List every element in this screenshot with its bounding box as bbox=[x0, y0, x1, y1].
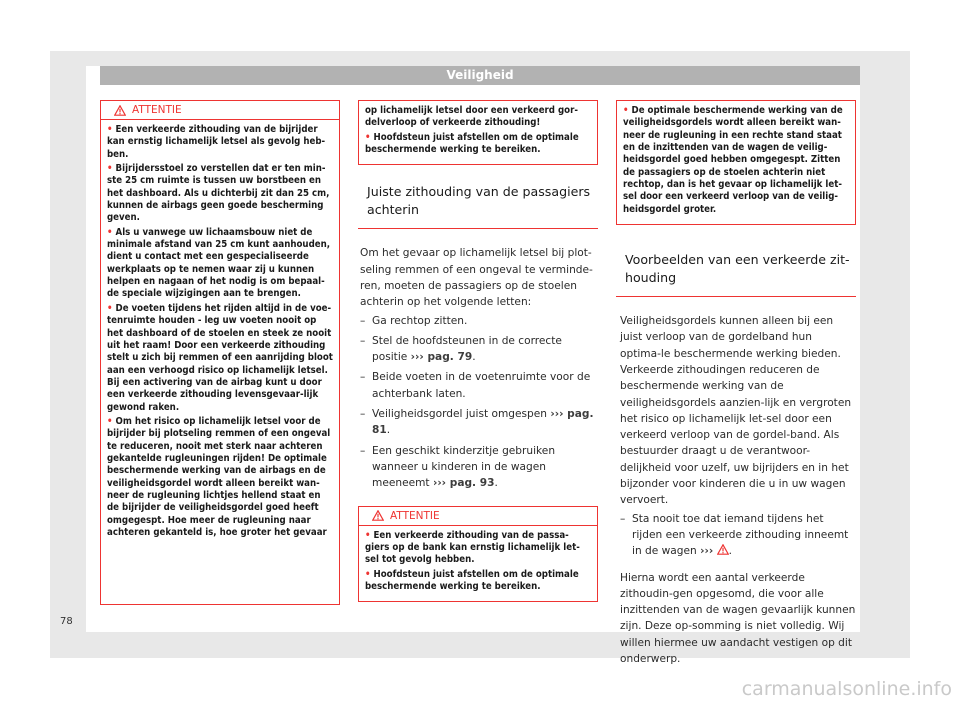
list-item-tail: . bbox=[494, 477, 498, 490]
bullet-icon: • bbox=[107, 163, 113, 175]
list-item: – Stel de hoofdsteunen in de correcte positie ››› pag. 79. bbox=[360, 334, 562, 364]
list-item-text: Stel de hoofdsteunen in de correcte positie bbox=[372, 334, 562, 364]
warning-body bbox=[617, 101, 855, 224]
warning-list bbox=[616, 511, 856, 560]
page-header: Veiligheid bbox=[100, 66, 860, 85]
watermark: carmanualsonline.info bbox=[741, 678, 952, 700]
bullet-icon: • bbox=[365, 131, 371, 143]
warning-body bbox=[101, 120, 339, 547]
bullet-icon: • bbox=[365, 529, 371, 541]
warning-item bbox=[107, 416, 333, 539]
intro-paragraph: Om het gevaar op lichamelijk letsel bij plot-seling remmen of een ongeval te verminde-ren, moeten de passagiers op de stoelen achterin op het volgende letten: bbox=[360, 247, 593, 309]
warning-item bbox=[107, 124, 333, 161]
section-title: Juiste zithouding van de passagiers achterin bbox=[358, 183, 598, 229]
warning-item bbox=[107, 227, 333, 301]
body-paragraph: Hierna wordt een aantal verkeerde zithoudin-gen opgesomd, die voor alle inzittenden van de wagen gevaarlijk kunnen zijn. Deze op-somming is niet volledig. Wij willen hiermee uw aandacht vestigen op dit onderwerp. bbox=[620, 571, 856, 666]
warning-item bbox=[107, 163, 333, 225]
page-reference-link[interactable]: ››› pag. 81 bbox=[372, 408, 594, 437]
list-item: – Een geschikt kinderzitje gebruiken wanneer u kinderen in de wagen meeneemt ››› pag. 93. bbox=[360, 444, 556, 490]
list-item-tail: . bbox=[472, 351, 476, 364]
warning-item bbox=[365, 132, 591, 157]
warning-header bbox=[359, 507, 597, 526]
warning-item-text: Hoofdsteun juist afstellen om de optimale beschermende werking te bereiken. bbox=[365, 568, 579, 592]
warning-box bbox=[100, 100, 340, 605]
list-item-text: Een geschikt kinderzitje gebruiken wanneer u kinderen in de wagen meeneemt bbox=[372, 444, 556, 490]
warning-box-continued bbox=[358, 100, 598, 165]
bullet-icon: • bbox=[107, 124, 113, 135]
list-item-text: Beide voeten in de voetenruimte voor de achterbank laten. bbox=[372, 371, 591, 400]
warning-label: ATTENTIE bbox=[132, 104, 182, 116]
warning-item-text: Een verkeerde zithouding van de passa-giers op de bank kan ernstig lichamelijk let-sel tot gevolg hebben. bbox=[365, 529, 580, 566]
rear-passenger-list bbox=[358, 313, 598, 492]
warning-item bbox=[365, 569, 591, 594]
warning-item-text: De optimale beschermende werking van de veiligheidsgordels wordt alleen bereikt wan-neer de rugleuning in een rechte stand staat en de inzittenden van de wagen de veilig-heidsgordel goed hebben omgegespt. Zitten de passagiers op de stoelen achterin niet rechtop, dan is het gevaar op lichamelijk let-sel door een verkeerd verloop van de veilig-heidsgordel groter. bbox=[623, 105, 843, 215]
warning-item-text: Een verkeerde zithouding van de bijrijder kan ernstig lichamelijk letsel als gevolg heb-ben. bbox=[107, 124, 326, 160]
section-title: Voorbeelden van een verkeerde zit-houding bbox=[616, 251, 856, 297]
bullet-icon: • bbox=[107, 415, 113, 427]
list-item: – Ga rechtop zitten. bbox=[360, 314, 468, 327]
page-number: 78 bbox=[60, 616, 73, 627]
column-3 bbox=[616, 100, 856, 667]
page-reference-link[interactable]: ››› bbox=[700, 545, 714, 558]
bullet-icon: • bbox=[107, 226, 113, 238]
body-paragraph: Veiligheidsgordels kunnen alleen bij een juist verloop van de gordelband hun optima-le beschermende werking bieden. Verkeerde zithoudingen reduceren de beschermende werking van de veiligheidsgordels aanzien-lijk en vergroten het risico op lichamelijk let-sel door een verkeerd verloop van de gordel-band. Als bestuurder draagt u de verantwoor-delijkheid voor uzelf, uw bijrijders en in het bijzonder voor kinderen die u in uw wagen vervoert. bbox=[620, 315, 852, 507]
warning-item-text: De voeten tijdens het rijden altijd in de voe-tenruimte houden - leg uw voeten nooit op het dashboard of de stoelen en steek ze nooit uit het raam! Door een verkeerde zithouding stelt u zich bij remmen of een aanrijding bloot aan een verhoogd risico op lichamelijk letsel. Bij een activering van de airbag kunt u door een verkeerde zithouding levensgevaar-lijk gewond raken. bbox=[107, 302, 333, 413]
warning-item-text: Hoofdsteun juist afstellen om de optimale beschermende werking te bereiken. bbox=[365, 131, 579, 156]
bullet-icon: • bbox=[365, 568, 371, 580]
list-item: – Veiligheidsgordel juist omgespen ››› pag. 81. bbox=[360, 408, 594, 437]
list-item-tail: . bbox=[386, 424, 391, 437]
warning-triangle-icon bbox=[114, 105, 126, 116]
warning-item bbox=[107, 303, 333, 414]
warning-body bbox=[359, 526, 597, 602]
warning-triangle-icon bbox=[372, 510, 384, 521]
bullet-icon: • bbox=[623, 105, 629, 116]
warning-header bbox=[101, 101, 339, 120]
warning-box bbox=[358, 506, 598, 603]
column-2 bbox=[358, 100, 598, 602]
warning-item bbox=[365, 105, 591, 130]
page-reference-link[interactable]: ››› pag. 79 bbox=[410, 351, 473, 364]
warning-item-text: Bijrijdersstoel zo verstellen dat er ten min-ste 25 cm ruimte is tussen uw borstbeen en het dashboard. Als u dichterbij zit dan 25 cm, kunnen de airbags geen goede bescherming geven. bbox=[107, 163, 330, 224]
list-item-text: Veiligheidsgordel juist omgespen bbox=[372, 408, 548, 421]
warning-item-text: op lichamelijk letsel door een verkeerd gor-delverloop of verkeerde zithouding! bbox=[365, 105, 578, 129]
column-1 bbox=[100, 100, 340, 605]
bullet-icon: • bbox=[107, 302, 113, 314]
warning-item-text: Om het risico op lichamelijk letsel voor de bijrijder bij plotseling remmen of een ongeval te reduceren, nooit met sterk naar achteren gekantelde rugleuningen rijden! De optimale beschermende werking van de airbags en de veiligheidsgordel wordt alleen bereikt wan-neer de rugleuning lichtjes hellend staat en de bijrijder de veiligheidsgordel goed heeft omgegespt. Hoe meer de rugleuning naar achteren gekanteld is, hoe groter het gevaar bbox=[107, 415, 331, 538]
warning-item-text: Als u vanwege uw lichaamsbouw niet de minimale afstand van 25 cm kunt aanhouden, dient u contact met een gespecialiseerde werkplaats op te nemen waar zij u kunnen helpen en nagaan of het nodig is om bepaal-de speciale wijzigingen aan te brengen. bbox=[107, 226, 331, 300]
warning-triangle-icon bbox=[717, 544, 729, 555]
warning-label: ATTENTIE bbox=[390, 509, 440, 522]
warning-item bbox=[365, 530, 591, 567]
page-reference-link[interactable]: ››› pag. 93 bbox=[432, 477, 495, 490]
warning-box-continued bbox=[616, 100, 856, 225]
list-item-text: Sta nooit toe dat iemand tijdens het rijden een verkeerde zithouding inneemt in de wagen bbox=[632, 512, 849, 558]
warning-body bbox=[359, 101, 597, 164]
warning-item bbox=[623, 105, 849, 216]
list-item: – Sta nooit toe dat iemand tijdens het rijden een verkeerde zithouding inneemt in de wagen ››› . bbox=[620, 512, 849, 558]
list-item-text: Ga rechtop zitten. bbox=[372, 314, 468, 327]
list-item: – Beide voeten in de voetenruimte voor de achterbank laten. bbox=[360, 371, 591, 400]
